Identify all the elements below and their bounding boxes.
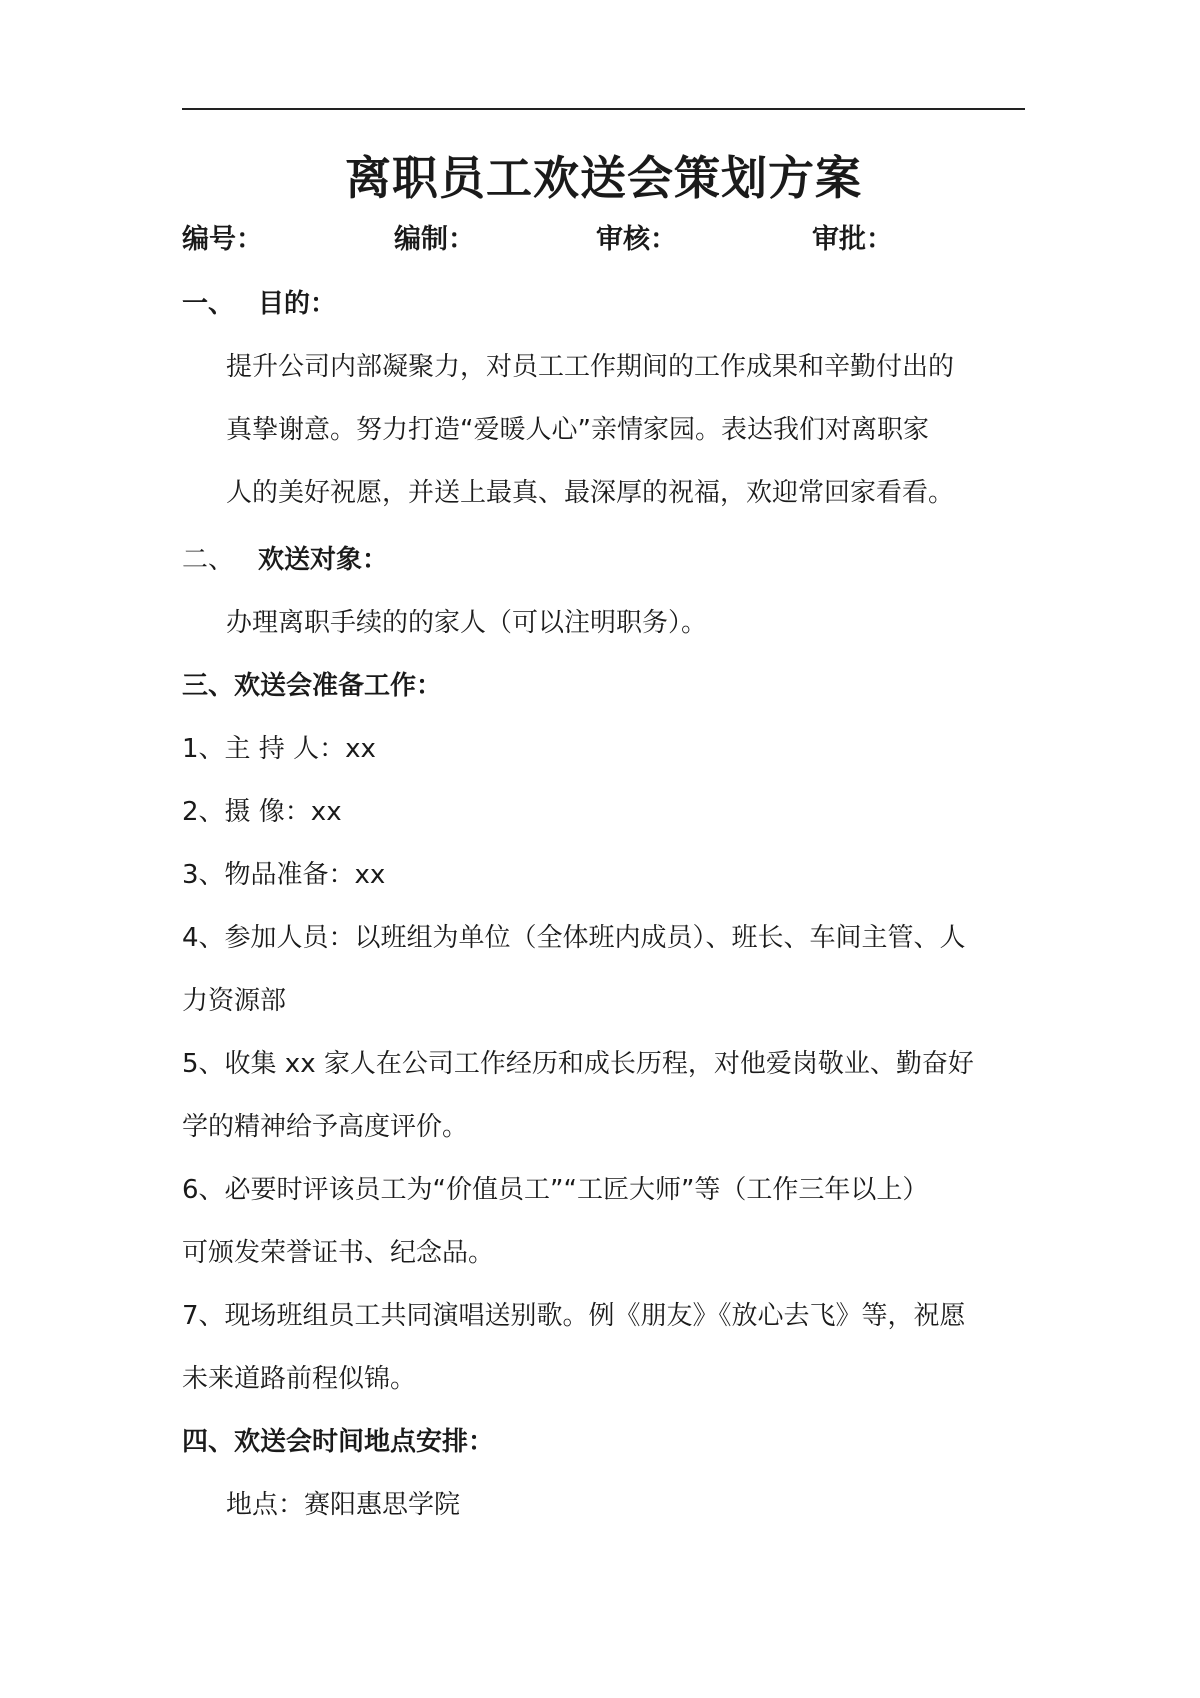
- list-item: 未来道路前程似锦。: [182, 1364, 417, 1394]
- section-2-heading: [182, 540, 1025, 580]
- list-item: 1、主 持 人：xx: [182, 734, 376, 764]
- list-item: 5、收集 xx 家人在公司工作经历和成长历程，对他爱岗敬业、勤奋好: [182, 1049, 974, 1079]
- list-item: 6、必要时评该员工为“价值员工”“工匠大师”等（工作三年以上）: [182, 1175, 929, 1205]
- section-3-heading: 三、欢送会准备工作：: [182, 671, 443, 701]
- section-4-heading: 四、欢送会时间地点安排：: [182, 1427, 495, 1457]
- header-rule: [182, 108, 1025, 110]
- document-title: 离职员工欢送会策划方案: [345, 151, 862, 205]
- section-1-line: 提升公司内部凝聚力，对员工工作期间的工作成果和辛勤付出的: [226, 352, 955, 382]
- meta-prepared-label: 编制：: [394, 224, 475, 255]
- section-1-line: 人的美好祝愿，并送上最真、最深厚的祝福，欢迎常回家看看。: [226, 478, 955, 508]
- list-item: 3、物品准备：xx: [182, 860, 386, 890]
- list-item: 学的精神给予高度评价。: [182, 1112, 469, 1142]
- document-page: [182, 0, 1025, 1698]
- list-item: 力资源部: [182, 986, 287, 1016]
- meta-number-label: 编号：: [182, 224, 263, 255]
- list-item: 4、参加人员：以班组为单位（全体班内成员）、班长、车间主管、人: [182, 923, 966, 953]
- section-2-title: 欢送对象：: [258, 545, 389, 575]
- meta-reviewed-label: 审核：: [596, 224, 677, 255]
- section-2-number: 二、: [182, 545, 235, 575]
- approval-meta-row: [182, 220, 1025, 260]
- list-item: 7、现场班组员工共同演唱送别歌。例《朋友》《放心去飞》等，祝愿: [182, 1301, 966, 1331]
- section-1-number: 一、: [182, 289, 235, 319]
- section-2-line: 办理离职手续的的家人（可以注明职务）。: [226, 608, 708, 638]
- section-4-line: 地点：赛阳惠思学院: [226, 1490, 461, 1520]
- section-1-line: 真挚谢意。努力打造“爱暖人心”亲情家园。表达我们对离职家: [226, 415, 929, 445]
- list-item: 2、摄 像：xx: [182, 797, 342, 827]
- list-item: 可颁发荣誉证书、纪念品。: [182, 1238, 495, 1268]
- meta-approved-label: 审批：: [812, 224, 893, 255]
- section-1-heading: [182, 284, 1025, 324]
- section-1-title: 目的：: [258, 289, 337, 319]
